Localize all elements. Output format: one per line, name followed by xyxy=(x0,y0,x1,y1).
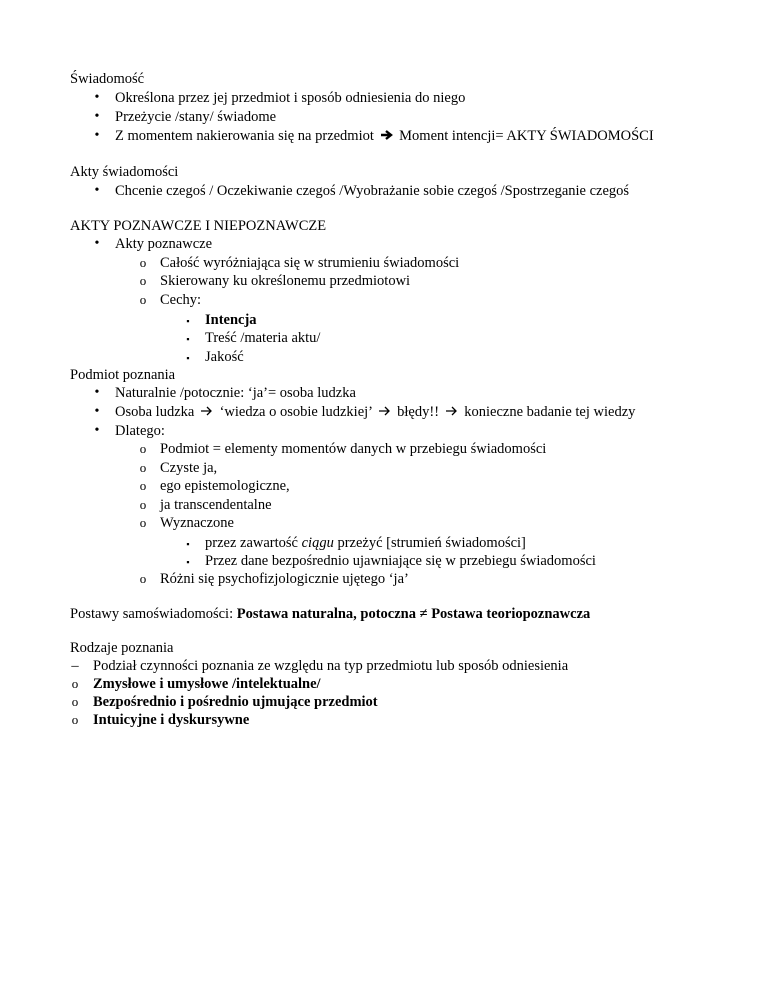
square-marker: ▪ xyxy=(186,539,190,549)
bullet-marker: • xyxy=(94,183,100,198)
bullet-marker: • xyxy=(94,128,100,143)
bullet-marker: • xyxy=(94,385,100,400)
document-page: Świadomość • Określona przez jej przedmiot i sposób odniesienia do niego • Przeżycie /stany/ świadome • Z momentem nakierowania się na przedmiot Moment intencji= AKTY ŚWIADOMOŚCI Akty świadomości • Chcenie czegoś / Oczekiwanie czegoś /Wyobrażanie sobie czegoś /Spostrzeganie czegoś AKTY POZNAWCZE I NIEPOZNAWCZE • Akty poznawcze o Całość wyróżniająca się w strumieniu świadomości o Skierowany ku określonemu przedmiotowi o Cechy: ▪ Intencja ▪ Treść /materia aktu/ ▪ Jakość Podmiot poznania • Naturalnie /potocznie: ‘ja’= osoba ludzka • Osoba ludzka ‘wiedza o osobie ludzkiej’ błędy!! konieczne badanie tej wiedzy • Dlatego: o Podmiot = elementy momentów danych w przebiegu świadomości o Czyste ja, o ego epistemologiczne, o ja transcendentalne o Wyznaczone ▪ przez zawartość ciągu przeżyć [strumień świadomości] ▪ Przez dane bezpośrednio ujawniające się w przebiegu świadomości o Różni się psychofizjologicznie ujętego ‘ja’ Postawy samoświadomości: Postawa naturalna, potoczna ≠ Postawa teoriopoznawcza Rodzaje poznania – Podział czynności poznania ze względu na typ przedmiotu lub sposób odniesienia o Zmysłowe i umysłowe /intelektualne/ o Bezpośrednio i pośrednio ujmujące przedmiot o Intuicyjne i dyskursywne xyxy=(70,71,654,728)
square-marker: ▪ xyxy=(186,316,190,326)
circle-marker: o xyxy=(139,441,147,456)
dash-marker: – xyxy=(71,658,79,674)
bullet-marker: • xyxy=(94,90,100,105)
circle-marker: o xyxy=(71,712,79,727)
circle-marker: o xyxy=(139,255,147,270)
circle-marker: o xyxy=(139,497,147,512)
square-marker: ▪ xyxy=(186,353,190,363)
circle-marker: o xyxy=(139,292,147,307)
bullet-marker: • xyxy=(94,423,100,438)
circle-marker: o xyxy=(139,478,147,493)
bullet-marker: • xyxy=(94,236,100,251)
circle-marker: o xyxy=(139,273,147,288)
circle-marker: o xyxy=(139,460,147,475)
square-marker: ▪ xyxy=(186,334,190,344)
circle-marker: o xyxy=(139,571,147,586)
circle-marker: o xyxy=(71,694,79,709)
bullet-marker: • xyxy=(94,109,100,124)
square-marker: ▪ xyxy=(186,557,190,567)
bullet-marker: • xyxy=(94,404,100,419)
arrow-right-icon xyxy=(200,405,214,417)
arrow-right-icon xyxy=(380,129,394,141)
circle-marker: o xyxy=(139,515,147,530)
arrow-right-icon xyxy=(445,405,459,417)
arrow-right-icon xyxy=(378,405,392,417)
circle-marker: o xyxy=(71,676,79,691)
